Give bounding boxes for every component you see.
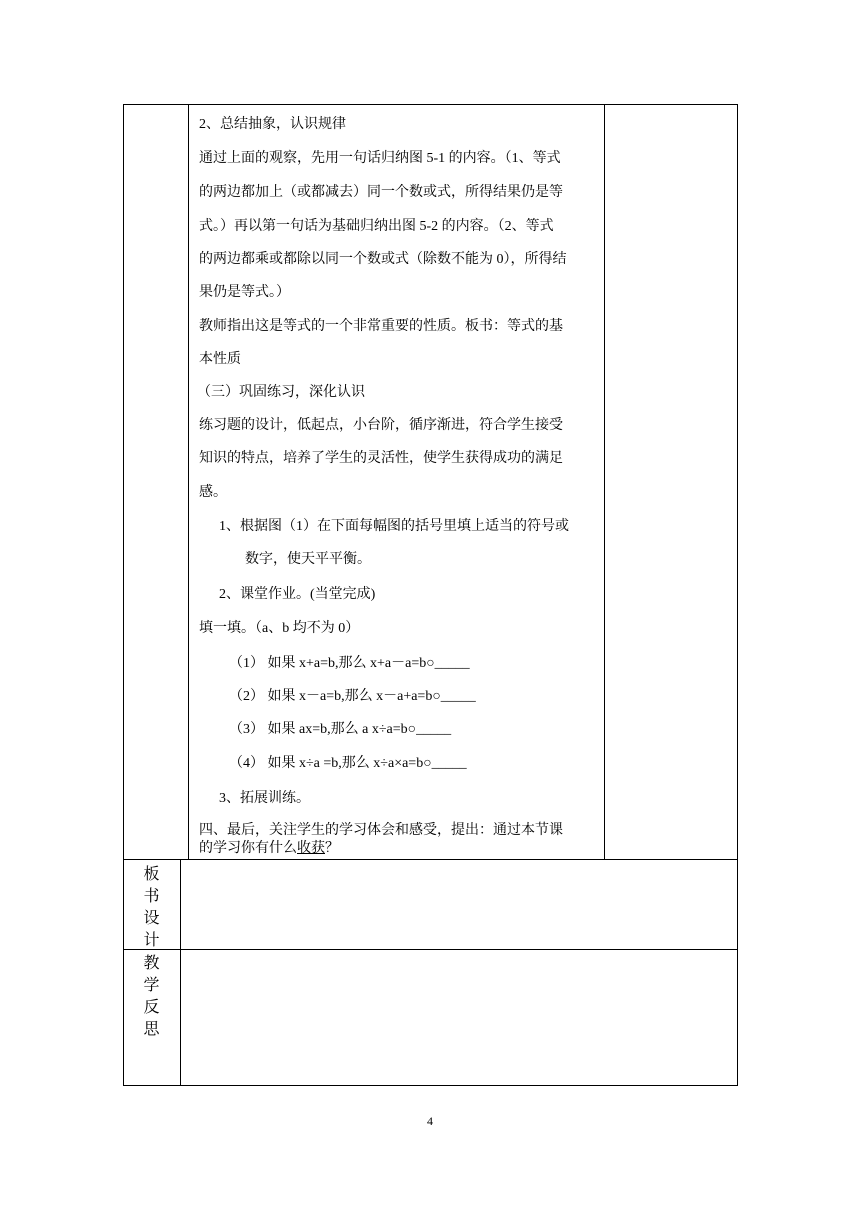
exercise-item-1: 1、根据图（1）在下面每幅图的括号里填上适当的符号或 [219,519,569,534]
paragraph-line: 的两边都加上（或都减去）同一个数或式，所得结果仍是等 [199,185,563,200]
underlined-word: 收获 [297,841,325,856]
section-heading-summary: 2、总结抽象，认识规律 [199,117,346,132]
teaching-reflection-label: 教 学 反 思 [143,955,160,1038]
exercise-item-2: 2、课堂作业。(当堂完成) [219,587,376,602]
table-right-border [737,104,738,1086]
paragraph-line: 的两边都乘或都除以同一个数或式（除数不能为 0），所得结 [199,252,567,267]
label-column-divider-bottom [180,859,181,1086]
paragraph-line: 知识的特点，培养了学生的灵活性，使学生获得成功的满足 [199,451,563,466]
table-top-border [123,104,738,105]
board-design-label: 板 书 设 计 [143,866,160,949]
exercise-item-3: 3、拓展训练。 [219,791,310,806]
paragraph-line: 式。）再以第一句话为基础归纳出图 5-2 的内容。（2、等式 [199,219,554,234]
paragraph-line: 练习题的设计，低起点，小台阶，循序渐进，符合学生接受 [199,418,563,433]
question-mark: ？ [325,841,339,856]
teaching-reflection-content [190,956,730,1076]
section-heading-practice: （三）巩固练习，深化认识 [197,385,365,400]
conclusion-question [199,840,339,857]
page-number: 4 [427,1114,433,1128]
table-bottom-border [123,1085,738,1086]
fill-in-question-2: （2） 如果 x－a=b,那么 x－a+a=b○_____ [229,689,476,704]
row-divider-2 [123,949,738,950]
paragraph-line: 感。 [199,485,227,500]
exercise-item-1-continued: 数字，使天平平衡。 [245,552,371,567]
fill-in-question-1: （1） 如果 x+a=b,那么 x+a－a=b○_____ [229,656,470,671]
paragraph-line: 本性质 [199,352,241,367]
fill-in-question-4: （4） 如果 x÷a =b,那么 x÷a×a=b○_____ [229,756,467,771]
paragraph-line: 通过上面的观察，先用一句话归纳图 5-1 的内容。（1、等式 [199,151,561,166]
notes-column-divider [604,104,605,860]
section-heading-conclusion: 四、最后，关注学生的学习体会和感受，提出：通过本节课 [199,823,563,838]
conclusion-question-text: 的学习你有什么 [199,841,297,856]
row-divider-1 [123,859,738,860]
label-column-divider-top [188,104,189,860]
fill-in-question-3: （3） 如果 ax=b,那么 a x÷a=b○_____ [229,722,452,737]
paragraph-line: 果仍是等式。） [199,285,290,300]
board-design-content [190,866,730,942]
paragraph-line: 教师指出这是等式的一个非常重要的性质。板书：等式的基 [199,319,563,334]
fill-in-instructions: 填一填。（a、b 均不为 0） [199,621,360,636]
